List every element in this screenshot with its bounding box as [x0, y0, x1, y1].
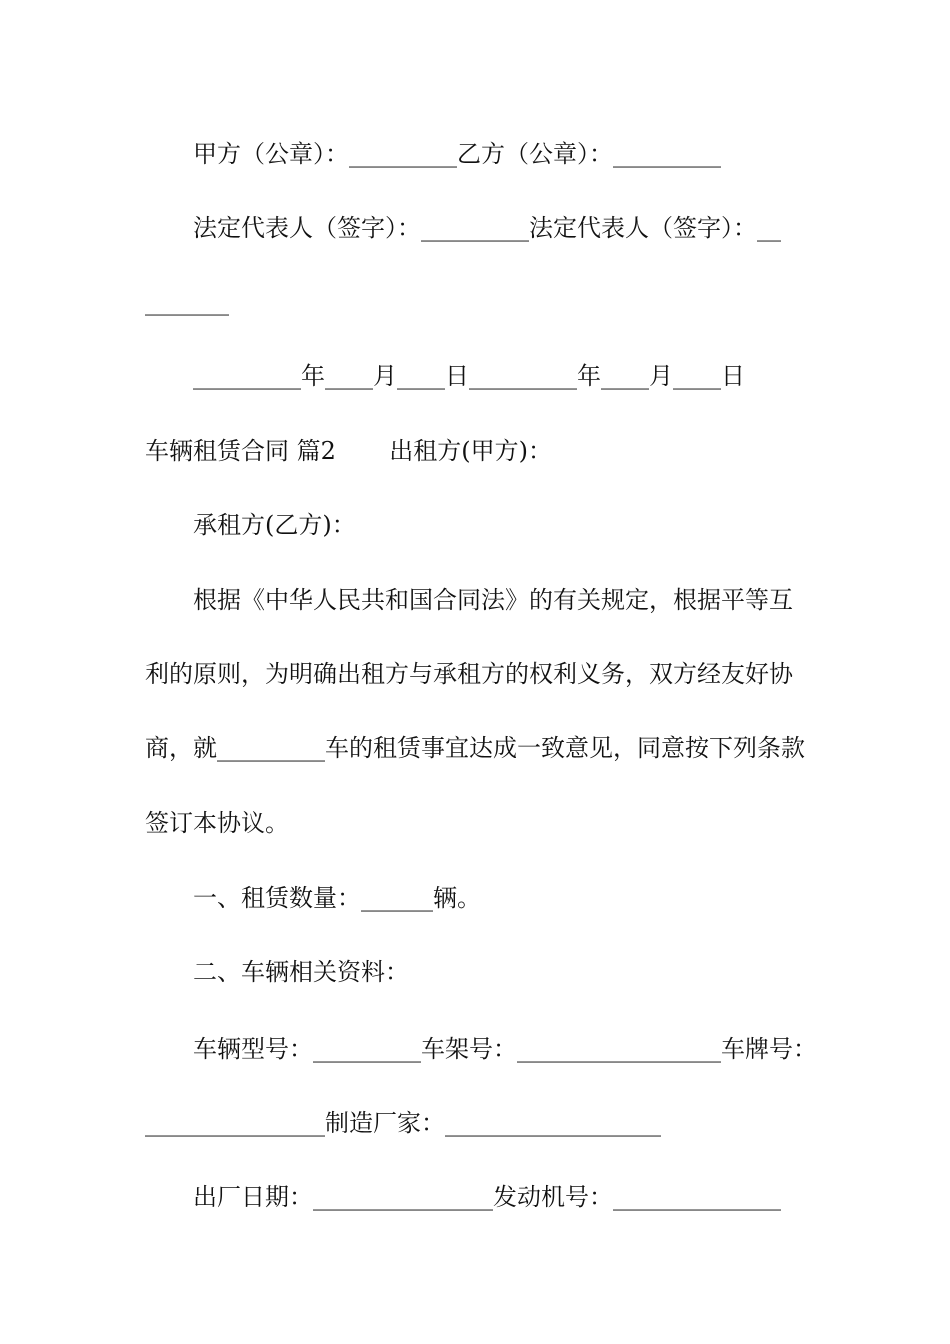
manufacture-date-engine-line: 出厂日期：_______________发动机号：______________: [193, 1183, 781, 1211]
paragraph-line-1: 根据《中华人民共和国合同法》的有关规定，根据平等互: [193, 586, 793, 614]
paragraph-line-2: 利的原则，为明确出租方与承租方的权利义务，双方经友好协: [145, 660, 793, 688]
manufacturer-line: _______________制造厂家：__________________: [145, 1109, 661, 1137]
legal-rep-signature-continuation: _______: [145, 288, 229, 316]
date-line: _________年____月____日_________年____月____日: [193, 362, 745, 390]
lessee-line: 承租方(乙方)：: [193, 511, 356, 539]
legal-rep-signature-line: 法定代表人（签字）：_________法定代表人（签字）：__: [193, 214, 781, 242]
contract-title-lessor-line: 车辆租赁合同 篇2 出租方(甲方)：: [145, 437, 553, 465]
vehicle-info-heading: 二、车辆相关资料：: [193, 958, 409, 986]
paragraph-line-3: 商，就_________车的租赁事宜达成一致意见，同意按下列条款: [145, 734, 805, 762]
paragraph-line-4: 签订本协议。: [145, 809, 289, 837]
party-seal-line: 甲方（公章）：_________乙方（公章）：_________: [193, 140, 721, 168]
lease-quantity-line: 一、租赁数量：______辆。: [193, 884, 481, 912]
vehicle-model-line: 车辆型号：_________车架号：_________________车牌号：: [193, 1035, 817, 1063]
